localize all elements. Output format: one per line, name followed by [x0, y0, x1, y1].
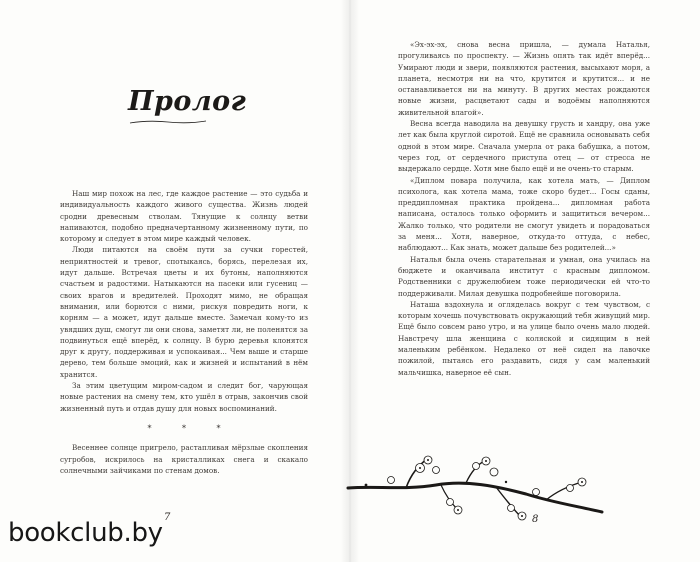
paragraph: «Диплом повара получила, как хотела мать, — Диплом психолога, как хотела мама, тоже скоро будет... Госы сданы, преддипломная практика пройдена... дипломная работа написана, осталось только оформить и защититься вечером... Жалко только, что родители не смогут увидеть и порадоваться за меня... Хотя, наверное, откуда-то оттуда, с небес, наблюдают... Как знать, может дальше без родителей...»	[398, 175, 650, 253]
left-page-text	[60, 188, 308, 476]
paragraph: Весеннее солнце пригрело, растапливая мёрзлые скопления сугробов, искрилось на кристалликах снега и скакало солнечными зайчиками по стенам домов.	[60, 443, 308, 475]
page-number-right: 8	[532, 514, 539, 525]
watermark-logo: bookclub.by	[8, 518, 163, 548]
paragraph: Наталья была очень старательная и умная, она училась на бюджете и оканчивала институт с красным дипломом. Родственники с дружелюбием тоже периодически ей что-то поддерживали. Милая девушка подробнейше поговорила.	[398, 254, 650, 298]
paragraph: «Эх-эх-эх, снова весна пришла, — думала Наталья, прогуливаясь по проспекту. — Жизнь опять так идёт вперёд... Умирают люди и звери, появляются растения, высыхают моря, а планета, несмотря ни на что, крутится и крутится... и не останавливается ни на минуту. В других местах рождаются новые жизни, расцветают сады и водоёмы наполняются живительной влагой».	[398, 40, 650, 117]
cherry-blossom-branch-icon	[346, 452, 604, 524]
paragraph: За этим цветущим миром-садом и следит бог, чарующая новые растения на смену тем, кто ушёл в отрыв, закончив свой жизненный путь и отдав душу для новых воспоминаний.	[60, 381, 308, 413]
paragraph: Наш мир похож на лес, где каждое растение — это судьба и индивидуальность каждого живого существа. Жизнь людей сродни древесным стволам. Тянущие к солнцу ветви напиваются, подобно предначертанному жизненному пути, по которому и следует в этом мире каждый человек.	[60, 189, 308, 244]
title-flourish-icon	[128, 119, 208, 125]
page-number-left: 7	[164, 512, 171, 523]
paragraph: Наташа вздохнула и огляделась вокруг с тем чувством, с которым хочешь почувствовать окружающий тебя живущий мир. Ещё было совсем рано утро, и на улице было очень мало людей. Навстречу шла женщина с коляской и сидящим в ней маленьким ребёнком. Недалеко от неё сидел на лавочке пожилой, пытаясь его раздавить, сидя у сам маленький мальчишка, наверное её сын.	[398, 299, 650, 377]
chapter-title: Пролог	[128, 86, 247, 117]
section-separator: * * *	[147, 423, 235, 433]
paragraph: Весна всегда наводила на девушку грусть и хандру, она уже лет как была круглой сиротой. Ещё не сравнила основывать себя одной в этом мире. Сначала умерла от рака бабушка, а потом, через год, от сердечного приступа отец — от стресса не выдержало сердце. Хотя мне было ещё и не очень-то старым.	[398, 119, 650, 174]
right-page-text	[398, 39, 650, 378]
paragraph: Люди питаются на своём пути за сучки горестей, неприятностей и тревог, спотыкаясь, борясь, перелезая их, идут дальше. Встречая цветы и их бутоны, наполняются счастьем и радостями. Натыкаются на пасеки или гусениц — своих врагов и вредителей. Проходят мимо, не обращая внимания, или борются с ними, рискуя повредить ноги, к корням — а может, идут дальше вместе. Замечая кому-то из увядших душ, смогут ли они снова, заметят ли, не поленятся за подвинуться ещё вперёд, к солнцу. В бурю деревья клонятся друг к другу, поддерживая и успокаивая... Чем выше и старше дерево, тем больше эмоций, как и жизней и испытаний в нём хранится.	[60, 245, 308, 379]
